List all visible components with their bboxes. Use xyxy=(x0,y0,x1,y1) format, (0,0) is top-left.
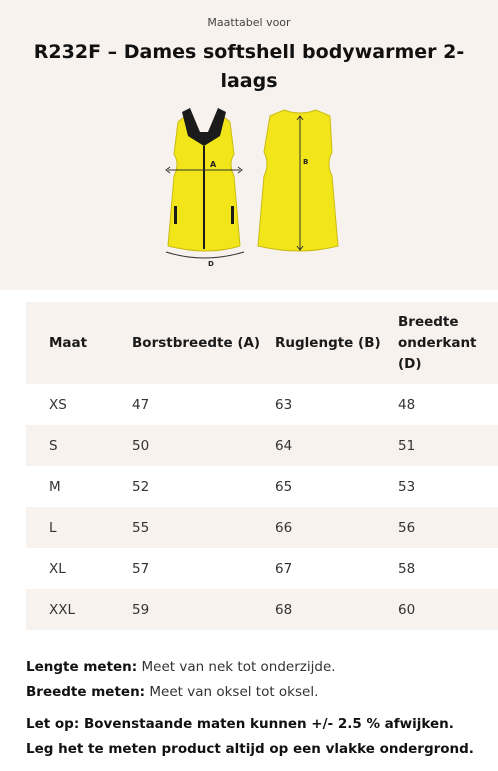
table-row xyxy=(26,589,498,630)
vest-front xyxy=(166,108,244,258)
cell-chest: 47 xyxy=(132,396,150,413)
label-b: B xyxy=(303,158,309,166)
width-note-label: Breedte meten: xyxy=(26,684,146,700)
cell-size: L xyxy=(26,507,132,548)
cell-back-length: 67 xyxy=(275,560,293,577)
cell-size: XXL xyxy=(26,589,132,630)
cell-size: XS xyxy=(49,396,67,413)
cell-bottom-width: 58 xyxy=(398,560,416,577)
cell-size: M xyxy=(49,478,61,495)
length-note xyxy=(26,655,486,680)
header-breedte-onderkant: Breedte onderkant (D) xyxy=(398,302,498,384)
page-title: R232F – Dames softshell bodywarmer 2-laags xyxy=(33,41,465,92)
label-a: A xyxy=(210,160,217,169)
vest-illustration xyxy=(160,106,350,270)
cell-back-length: 65 xyxy=(275,478,293,495)
cell-bottom-width: 56 xyxy=(398,507,498,548)
label-d: D xyxy=(208,260,214,268)
cell-chest: 55 xyxy=(132,507,275,548)
cell-back-length: 64 xyxy=(275,425,398,466)
vest-back xyxy=(258,110,338,251)
table-row xyxy=(26,425,498,466)
cell-bottom-width: 60 xyxy=(398,589,498,630)
width-note xyxy=(26,680,486,705)
cell-bottom-width: 53 xyxy=(398,478,416,495)
deviation-warning: Let op: Bovenstaande maten kunnen +/- 2.5 % afwijken. Leg het te meten product altijd op een vlakke ondergrond. xyxy=(26,716,474,757)
cell-size: S xyxy=(26,425,132,466)
cell-chest: 52 xyxy=(132,478,150,495)
cell-bottom-width: 51 xyxy=(398,425,498,466)
header-maat: Maat xyxy=(26,302,132,384)
cell-back-length: 63 xyxy=(275,396,293,413)
cell-chest: 57 xyxy=(132,560,150,577)
cell-back-length: 66 xyxy=(275,507,398,548)
table-row xyxy=(26,548,498,589)
size-table xyxy=(26,302,498,630)
cell-size: XL xyxy=(49,560,66,577)
table-row xyxy=(26,384,498,425)
table-row xyxy=(26,466,498,507)
cell-chest: 59 xyxy=(132,589,275,630)
width-note-text: Meet van oksel tot oksel. xyxy=(149,684,319,700)
table-row xyxy=(26,507,498,548)
cell-chest: 50 xyxy=(132,425,275,466)
cell-back-length: 68 xyxy=(275,589,398,630)
table-header-row xyxy=(26,302,498,384)
page-subtitle: Maattabel voor xyxy=(207,16,291,29)
length-note-text: Meet van nek tot onderzijde. xyxy=(141,659,336,675)
hero-banner xyxy=(0,0,498,290)
cell-bottom-width: 48 xyxy=(398,396,416,413)
header-ruglengte: Ruglengte (B) xyxy=(275,302,398,384)
length-note-label: Lengte meten: xyxy=(26,659,138,675)
header-borstbreedte: Borstbreedte (A) xyxy=(132,302,275,384)
measure-notes xyxy=(26,655,486,705)
